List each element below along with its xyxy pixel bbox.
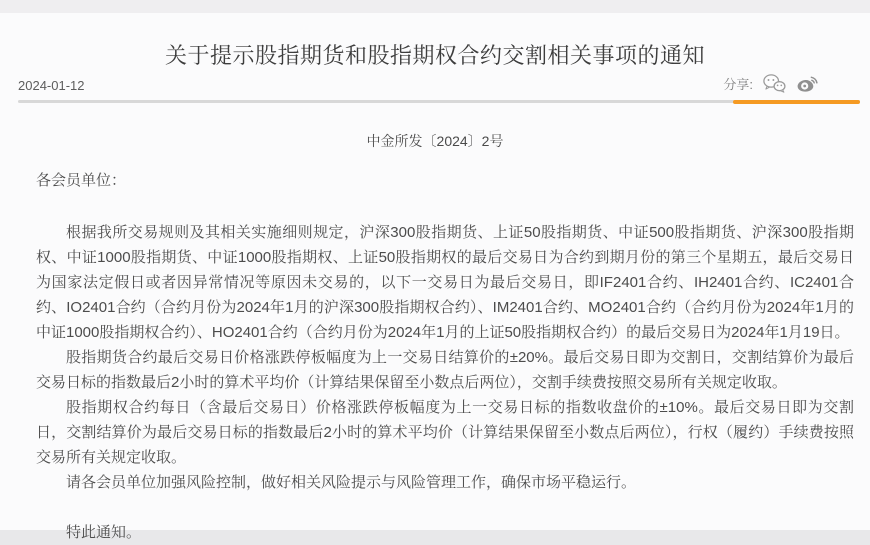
wechat-share-icon[interactable] xyxy=(762,73,787,94)
publish-date: 2024-01-12 xyxy=(18,78,85,93)
notice-paragraph: 股指期货合约最后交易日价格涨跌停板幅度为上一交易日结算价的±20%。最后交易日即为交割日，交割结算价为最后交易日标的指数最后2小时的算术平均价（计算结果保留至小数点后两位），交割手续费按照交易所有关规定收取。 xyxy=(36,349,854,391)
greeting: 各会员单位： xyxy=(36,172,127,189)
page-title: 关于提示股指期货和股指期权合约交割相关事项的通知 xyxy=(164,42,705,68)
share-box xyxy=(723,73,820,94)
notice-paragraphs xyxy=(36,220,854,495)
closing-note: 特此通知。 xyxy=(66,524,142,541)
notice-paragraph: 股指期权合约每日（含最后交易日）价格涨跌停板幅度为上一交易日标的指数收盘价的±10%。最后交易日即为交割日，交割结算价为最后交易日标的指数最后2小时的算术平均价（计算结果保留至小数点后两位），行权（履约）手续费按照交易所有关规定收取。 xyxy=(36,399,854,466)
notice-paragraph: 根据我所交易规则及其相关实施细则规定，沪深300股指期货、上证50股指期货、中证500股指期货、沪深300股指期权、中证1000股指期货、中证1000股指期权、上证50股指期权的最后交易日为合约到期月份的第三个星期五，最后交易日为国家法定假日或者因异常情况等原因未交易的，以下一交易日为最后交易日，即IF2401合约、IH2401合约、IC2401合约、IO2401合约（合约月份为2024年1月的沪深300股指期权合约）、IM2401合约、MO2401合约（合约月份为2024年1月的中证1000股指期权合约）、HO2401合约（合约月份为2024年1月的上证50股指期权合约）的最后交易日为2024年1月19日。 xyxy=(36,224,854,341)
top-strip xyxy=(0,0,870,13)
share-label: 分享: xyxy=(723,77,753,92)
doc-number: 中金所发〔2024〕2号 xyxy=(366,133,504,149)
notice-body xyxy=(36,168,854,545)
accent-underline xyxy=(733,100,860,104)
notice-paragraph: 请各会员单位加强风险控制，做好相关风险提示与风险管理工作，确保市场平稳运行。 xyxy=(66,474,637,491)
weibo-share-icon[interactable] xyxy=(796,73,820,94)
